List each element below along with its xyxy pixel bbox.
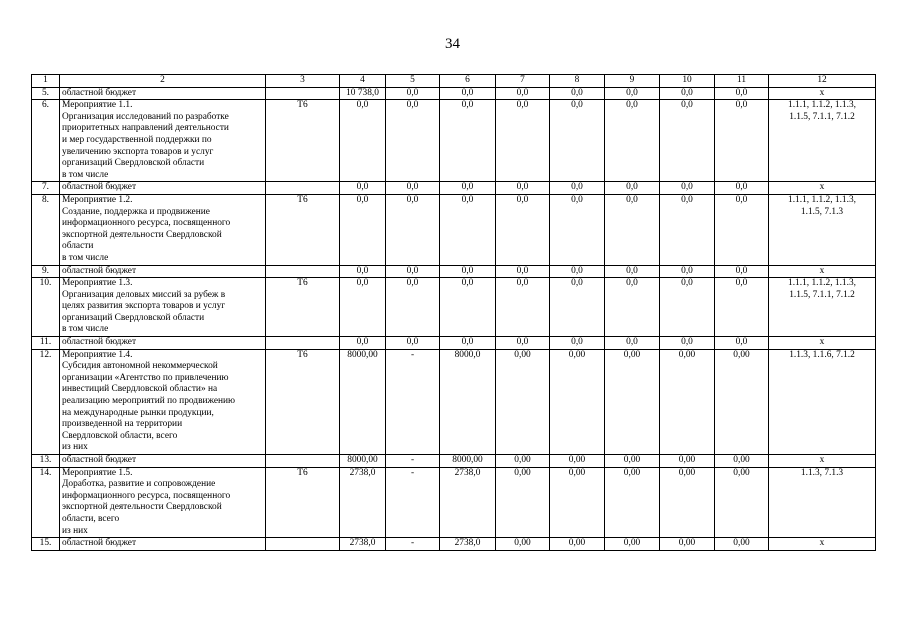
cell-targets xyxy=(769,194,876,265)
column-header: 11 xyxy=(715,75,769,88)
cell-c6: 0,0 xyxy=(440,265,496,278)
cell-c3: Т6 xyxy=(266,467,340,538)
table-row xyxy=(32,467,876,538)
cell-c11: 0,0 xyxy=(715,100,769,182)
description-line: в том числе xyxy=(62,324,109,335)
target-line: 1.1.3, 1.1.6, 7.1.2 xyxy=(789,349,855,360)
cell-c10: 0,00 xyxy=(660,455,715,468)
description-line: в том числе xyxy=(62,169,109,180)
cell-c8: 0,0 xyxy=(550,87,605,100)
cell-c9: 0,00 xyxy=(605,467,660,538)
column-header: 5 xyxy=(386,75,440,88)
description-line: областной бюджет xyxy=(62,87,137,98)
description-line: областной бюджет xyxy=(62,265,137,276)
cell-c11: 0,00 xyxy=(715,538,769,551)
column-header: 10 xyxy=(660,75,715,88)
row-description xyxy=(60,87,266,100)
cell-c7: 0,00 xyxy=(496,538,550,551)
cell-c7: 0,00 xyxy=(496,455,550,468)
cell-c10: 0,0 xyxy=(660,337,715,350)
cell-c10: 0,00 xyxy=(660,538,715,551)
cell-c6: 0,0 xyxy=(440,182,496,195)
table-row xyxy=(32,194,876,265)
cell-c4: 0,0 xyxy=(340,265,386,278)
table-row xyxy=(32,278,876,337)
cell-c7: 0,0 xyxy=(496,100,550,182)
cell-c9: 0,0 xyxy=(605,194,660,265)
cell-c6: 0,0 xyxy=(440,337,496,350)
cell-c9: 0,00 xyxy=(605,538,660,551)
cell-c6: 0,0 xyxy=(440,87,496,100)
description-line: приоритетных направлений деятельности xyxy=(62,123,229,134)
cell-c10: 0,0 xyxy=(660,100,715,182)
row-description xyxy=(60,194,266,265)
column-header: 6 xyxy=(440,75,496,88)
cell-c8: 0,0 xyxy=(550,265,605,278)
cell-c4: 2738,0 xyxy=(340,538,386,551)
cell-c8: 0,0 xyxy=(550,100,605,182)
cell-c10: 0,0 xyxy=(660,182,715,195)
cell-c6: 0,0 xyxy=(440,100,496,182)
cell-c7: 0,0 xyxy=(496,278,550,337)
target-line: х xyxy=(819,337,825,348)
budget-table xyxy=(31,74,876,551)
description-line: в том числе xyxy=(62,252,109,263)
cell-c3: Т6 xyxy=(266,349,340,454)
cell-c9: 0,00 xyxy=(605,455,660,468)
cell-c8: 0,00 xyxy=(550,455,605,468)
cell-c3 xyxy=(266,337,340,350)
cell-c9: 0,0 xyxy=(605,182,660,195)
cell-c3 xyxy=(266,87,340,100)
description-line: областной бюджет xyxy=(62,538,137,549)
row-number: 14. xyxy=(32,467,60,538)
column-header: 2 xyxy=(60,75,266,88)
description-line: Мероприятие 1.2. xyxy=(62,194,133,205)
column-header: 8 xyxy=(550,75,605,88)
description-line: Организация деловых миссий за рубеж в xyxy=(62,289,226,300)
cell-targets xyxy=(769,87,876,100)
description-line: произведенной на территории xyxy=(62,419,183,430)
cell-c5: 0,0 xyxy=(386,100,440,182)
column-header-row xyxy=(32,75,876,88)
column-header: 4 xyxy=(340,75,386,88)
table-row xyxy=(32,100,876,182)
cell-c4: 0,0 xyxy=(340,100,386,182)
row-description xyxy=(60,265,266,278)
target-line: х xyxy=(819,455,825,465)
cell-c9: 0,0 xyxy=(605,100,660,182)
row-number: 7. xyxy=(32,182,60,195)
cell-targets xyxy=(769,467,876,538)
target-line: 1.1.1, 1.1.2, 1.1.3, xyxy=(788,194,856,205)
cell-c4: 0,0 xyxy=(340,182,386,195)
cell-c4: 10 738,0 xyxy=(340,87,386,100)
cell-c9: 0,00 xyxy=(605,349,660,454)
cell-c6: 2738,0 xyxy=(440,538,496,551)
cell-c11: 0,0 xyxy=(715,265,769,278)
row-description xyxy=(60,182,266,195)
description-line: экспортной деятельности Свердловской xyxy=(62,229,222,240)
column-header: 9 xyxy=(605,75,660,88)
description-line: экспортной деятельности Свердловской xyxy=(62,502,222,513)
cell-c4: 8000,00 xyxy=(340,349,386,454)
column-header: 1 xyxy=(32,75,60,88)
cell-c9: 0,0 xyxy=(605,87,660,100)
cell-c10: 0,0 xyxy=(660,194,715,265)
description-line: Мероприятие 1.3. xyxy=(62,278,133,289)
cell-c7: 0,0 xyxy=(496,337,550,350)
description-line: Создание, поддержка и продвижение xyxy=(62,206,210,217)
target-line: 1.1.5, 7.1.1, 7.1.2 xyxy=(789,289,855,300)
cell-targets xyxy=(769,278,876,337)
target-line: 1.1.1, 1.1.2, 1.1.3, xyxy=(788,278,856,289)
description-line: Свердловской области, всего xyxy=(62,430,178,441)
description-line: информационного ресурса, посвященного xyxy=(62,218,231,229)
cell-c5: 0,0 xyxy=(386,182,440,195)
row-number: 10. xyxy=(32,278,60,337)
description-line: информационного ресурса, посвященного xyxy=(62,490,231,501)
cell-c4: 2738,0 xyxy=(340,467,386,538)
target-line: 1.1.5, 7.1.1, 7.1.2 xyxy=(789,111,855,122)
cell-c11: 0,00 xyxy=(715,455,769,468)
row-description xyxy=(60,337,266,350)
cell-c8: 0,00 xyxy=(550,349,605,454)
row-description xyxy=(60,455,266,468)
row-number: 8. xyxy=(32,194,60,265)
target-line: х xyxy=(819,87,825,98)
row-description xyxy=(60,538,266,551)
cell-c8: 0,00 xyxy=(550,538,605,551)
table-row xyxy=(32,538,876,551)
cell-c3 xyxy=(266,538,340,551)
cell-c5: 0,0 xyxy=(386,337,440,350)
cell-c5: - xyxy=(386,538,440,551)
row-description xyxy=(60,349,266,454)
row-number: 9. xyxy=(32,265,60,278)
cell-c10: 0,00 xyxy=(660,467,715,538)
table-row xyxy=(32,455,876,468)
cell-c9: 0,0 xyxy=(605,337,660,350)
cell-targets xyxy=(769,337,876,350)
table-row xyxy=(32,337,876,350)
column-header: 3 xyxy=(266,75,340,88)
cell-c5: - xyxy=(386,455,440,468)
description-line: на международные рынки продукции, xyxy=(62,407,214,418)
target-line: 1.1.5, 7.1.3 xyxy=(800,206,844,217)
cell-c7: 0,0 xyxy=(496,194,550,265)
cell-c7: 0,0 xyxy=(496,182,550,195)
cell-c8: 0,0 xyxy=(550,278,605,337)
cell-c9: 0,0 xyxy=(605,278,660,337)
row-number: 6. xyxy=(32,100,60,182)
target-line: х xyxy=(819,538,825,549)
description-line: Мероприятие 1.4. xyxy=(62,349,133,360)
cell-c9: 0,0 xyxy=(605,265,660,278)
cell-c4: 0,0 xyxy=(340,337,386,350)
cell-c3 xyxy=(266,265,340,278)
cell-c4: 0,0 xyxy=(340,278,386,337)
row-number: 13. xyxy=(32,455,60,468)
target-line: 1.1.3, 7.1.3 xyxy=(800,467,844,478)
description-line: областной бюджет xyxy=(62,337,137,348)
cell-c3: Т6 xyxy=(266,278,340,337)
cell-c7: 0,00 xyxy=(496,467,550,538)
cell-c11: 0,0 xyxy=(715,337,769,350)
cell-c5: 0,0 xyxy=(386,87,440,100)
table-row xyxy=(32,349,876,454)
cell-targets xyxy=(769,182,876,195)
description-line: областной бюджет xyxy=(62,182,137,193)
table-row xyxy=(32,87,876,100)
cell-c5: 0,0 xyxy=(386,265,440,278)
description-line: Субсидия автономной некоммерческой xyxy=(62,361,218,372)
cell-c6: 2738,0 xyxy=(440,467,496,538)
target-line: х xyxy=(819,265,825,276)
description-line: организаций Свердловской области xyxy=(62,312,205,323)
cell-c11: 0,00 xyxy=(715,349,769,454)
cell-c8: 0,0 xyxy=(550,182,605,195)
cell-c11: 0,0 xyxy=(715,194,769,265)
cell-c7: 0,0 xyxy=(496,87,550,100)
description-line: реализацию мероприятий по продвижению xyxy=(62,396,236,407)
row-description xyxy=(60,278,266,337)
cell-c11: 0,0 xyxy=(715,182,769,195)
row-number: 11. xyxy=(32,337,60,350)
cell-c7: 0,0 xyxy=(496,265,550,278)
cell-targets xyxy=(769,349,876,454)
cell-c11: 0,00 xyxy=(715,467,769,538)
description-line: целях развития экспорта товаров и услуг xyxy=(62,301,226,312)
target-line: 1.1.1, 1.1.2, 1.1.3, xyxy=(788,100,856,111)
target-line: х xyxy=(819,182,825,193)
row-description xyxy=(60,467,266,538)
description-line: увеличению экспорта товаров и услуг xyxy=(62,146,214,157)
table-row xyxy=(32,182,876,195)
description-line: Мероприятие 1.1. xyxy=(62,100,133,111)
cell-c10: 0,0 xyxy=(660,265,715,278)
cell-c6: 8000,00 xyxy=(440,455,496,468)
cell-c5: 0,0 xyxy=(386,278,440,337)
description-line: Доработка, развитие и сопровождение xyxy=(62,479,216,490)
cell-c5: 0,0 xyxy=(386,194,440,265)
cell-c6: 0,0 xyxy=(440,278,496,337)
description-line: Организация исследований по разработке xyxy=(62,111,229,122)
description-line: Мероприятие 1.5. xyxy=(62,467,133,478)
cell-c6: 0,0 xyxy=(440,194,496,265)
column-header: 7 xyxy=(496,75,550,88)
cell-c4: 8000,00 xyxy=(340,455,386,468)
description-line: области xyxy=(62,241,94,252)
cell-c11: 0,0 xyxy=(715,278,769,337)
cell-targets xyxy=(769,265,876,278)
cell-c8: 0,00 xyxy=(550,467,605,538)
description-line: областной бюджет xyxy=(62,455,137,465)
cell-c8: 0,0 xyxy=(550,194,605,265)
cell-targets xyxy=(769,455,876,468)
cell-c6: 8000,0 xyxy=(440,349,496,454)
cell-targets xyxy=(769,100,876,182)
description-line: из них xyxy=(62,442,88,453)
cell-c11: 0,0 xyxy=(715,87,769,100)
cell-c3 xyxy=(266,182,340,195)
cell-c3 xyxy=(266,455,340,468)
cell-c5: - xyxy=(386,349,440,454)
page-number: 34 xyxy=(445,36,460,52)
row-number: 5. xyxy=(32,87,60,100)
description-line: из них xyxy=(62,525,88,536)
row-number: 12. xyxy=(32,349,60,454)
table-row xyxy=(32,265,876,278)
description-line: инвестиций Свердловской области» на xyxy=(62,384,218,395)
cell-c7: 0,00 xyxy=(496,349,550,454)
cell-c10: 0,0 xyxy=(660,278,715,337)
cell-c4: 0,0 xyxy=(340,194,386,265)
row-description xyxy=(60,100,266,182)
row-number: 15. xyxy=(32,538,60,551)
cell-c8: 0,0 xyxy=(550,337,605,350)
cell-c5: - xyxy=(386,467,440,538)
cell-c10: 0,00 xyxy=(660,349,715,454)
cell-c3: Т6 xyxy=(266,194,340,265)
description-line: области, всего xyxy=(62,513,120,524)
column-header: 12 xyxy=(769,75,876,88)
cell-targets xyxy=(769,538,876,551)
description-line: организаций Свердловской области xyxy=(62,158,205,169)
cell-c10: 0,0 xyxy=(660,87,715,100)
description-line: и мер государственной поддержки по xyxy=(62,134,212,145)
cell-c3: Т6 xyxy=(266,100,340,182)
description-line: организации «Агентство по привлечению xyxy=(62,372,229,383)
